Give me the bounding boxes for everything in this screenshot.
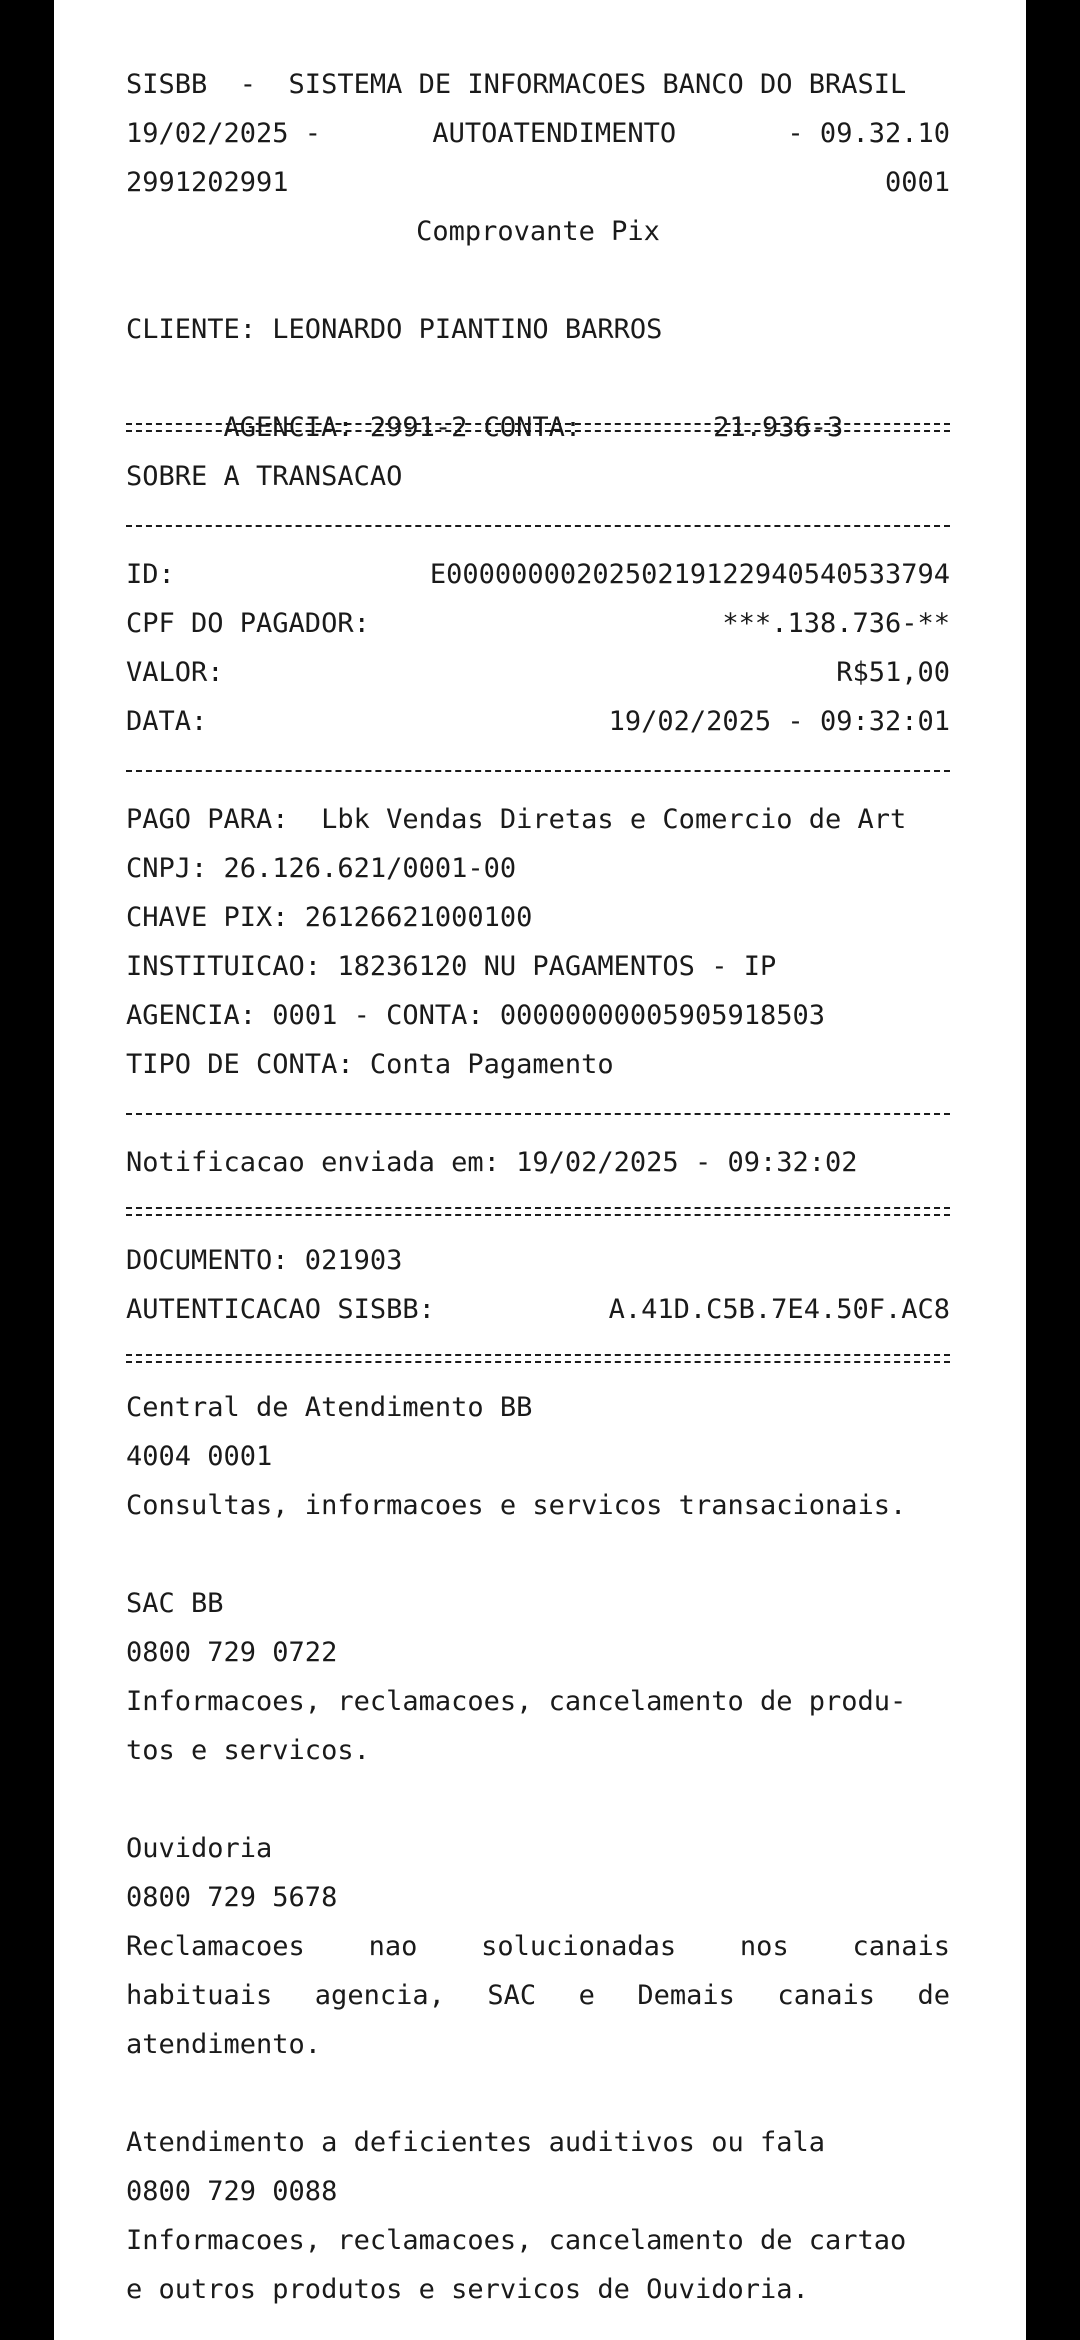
header-terminal-row (126, 158, 950, 207)
header-service: AUTOATENDIMENTO (432, 118, 677, 149)
terminal-number: 2991202991 (126, 167, 289, 198)
terminal-code: 0001 (884, 167, 950, 198)
client-agency-row (126, 354, 950, 443)
spacer (126, 1530, 950, 1579)
authentication-value: A.41D.C5B.7E4.50F.AC8 (608, 1294, 950, 1325)
header-time: - 09.32.10 (787, 118, 950, 149)
payee-pix-key: CHAVE PIX: 26126621000100 (126, 902, 533, 933)
deaf-service-phone: 0800 729 0088 (126, 2176, 338, 2207)
amount-label: VALOR: (126, 657, 224, 688)
spacer (126, 1775, 950, 1824)
header-date-row (126, 109, 950, 158)
spacer (126, 256, 950, 305)
deaf-service-description-1: Informacoes, reclamacoes, cancelamento de cartao (126, 2225, 907, 2256)
client-agency-label: AGENCIA: 2991-2 CONTA: (223, 412, 582, 443)
receipt-title: Comprovante Pix (416, 216, 660, 247)
payer-cpf-row (126, 599, 950, 648)
notification-line: Notificacao enviada em: 19/02/2025 - 09:32:02 (126, 1147, 858, 1178)
payee-cnpj: CNPJ: 26.126.621/0001-00 (126, 853, 517, 884)
payee-institution: INSTITUICAO: 18236120 NU PAGAMENTOS - IP (126, 951, 777, 982)
payer-cpf-value: ***.138.736-** (722, 608, 950, 639)
receipt-paper (54, 0, 1026, 2340)
sac-description-1: Informacoes, reclamacoes, cancelamento de produ- (126, 1686, 907, 1717)
authentication-row (126, 1285, 950, 1334)
deaf-service-title: Atendimento a deficientes auditivos ou fala (126, 2127, 825, 2158)
amount-row (126, 648, 950, 697)
sac-title: SAC BB (126, 1588, 224, 1619)
amount-value: R$51,00 (836, 657, 950, 688)
paid-to: PAGO PARA: Lbk Vendas Diretas e Comercio de Art (126, 804, 907, 835)
client-account: 21.936-3 (713, 412, 844, 443)
deaf-service-description-2: e outros produtos e servicos de Ouvidoria. (126, 2274, 809, 2305)
payer-cpf-label: CPF DO PAGADOR: (126, 608, 370, 639)
transaction-id-value: E0000000020250219122940540533794 (429, 559, 950, 590)
ouvidoria-phone: 0800 729 5678 (126, 1882, 338, 1913)
payee-account-type: TIPO DE CONTA: Conta Pagamento (126, 1049, 614, 1080)
transaction-date-row (126, 697, 950, 746)
ouvidoria-description-1: Reclamacoes nao solucionadas nos canais (126, 1931, 950, 1962)
transaction-date-value: 19/02/2025 - 09:32:01 (608, 706, 950, 737)
header-date: 19/02/2025 - (126, 118, 322, 149)
double-separator (126, 403, 950, 452)
dashed-separator (126, 501, 950, 550)
sac-phone: 0800 729 0722 (126, 1637, 338, 1668)
client-name: CLIENTE: LEONARDO PIANTINO BARROS (126, 314, 663, 345)
ouvidoria-description-2: habituais agencia, SAC e Demais canais de (126, 1980, 950, 2011)
double-separator (126, 1187, 950, 1236)
dashed-separator (126, 746, 950, 795)
document-number: DOCUMENTO: 021903 (126, 1245, 403, 1276)
central-phone: 4004 0001 (126, 1441, 273, 1472)
transaction-id-row (126, 550, 950, 599)
spacer (126, 2069, 950, 2118)
central-title: Central de Atendimento BB (126, 1392, 533, 1423)
system-header: SISBB - SISTEMA DE INFORMACOES BANCO DO BRASIL (126, 69, 907, 100)
ouvidoria-title: Ouvidoria (126, 1833, 273, 1864)
sac-description-2: tos e servicos. (126, 1735, 370, 1766)
double-separator (126, 1334, 950, 1383)
central-description: Consultas, informacoes e servicos transacionais. (126, 1490, 907, 1521)
transaction-section-title: SOBRE A TRANSACAO (126, 461, 403, 492)
transaction-date-label: DATA: (126, 706, 208, 737)
ouvidoria-description-3: atendimento. (126, 2029, 322, 2060)
authentication-label: AUTENTICACAO SISBB: (126, 1294, 435, 1325)
pix-receipt (126, 60, 950, 2314)
dashed-separator (126, 1089, 950, 1138)
transaction-id-label: ID: (126, 559, 175, 590)
payee-agency-account: AGENCIA: 0001 - CONTA: 00000000005905918503 (126, 1000, 825, 1031)
